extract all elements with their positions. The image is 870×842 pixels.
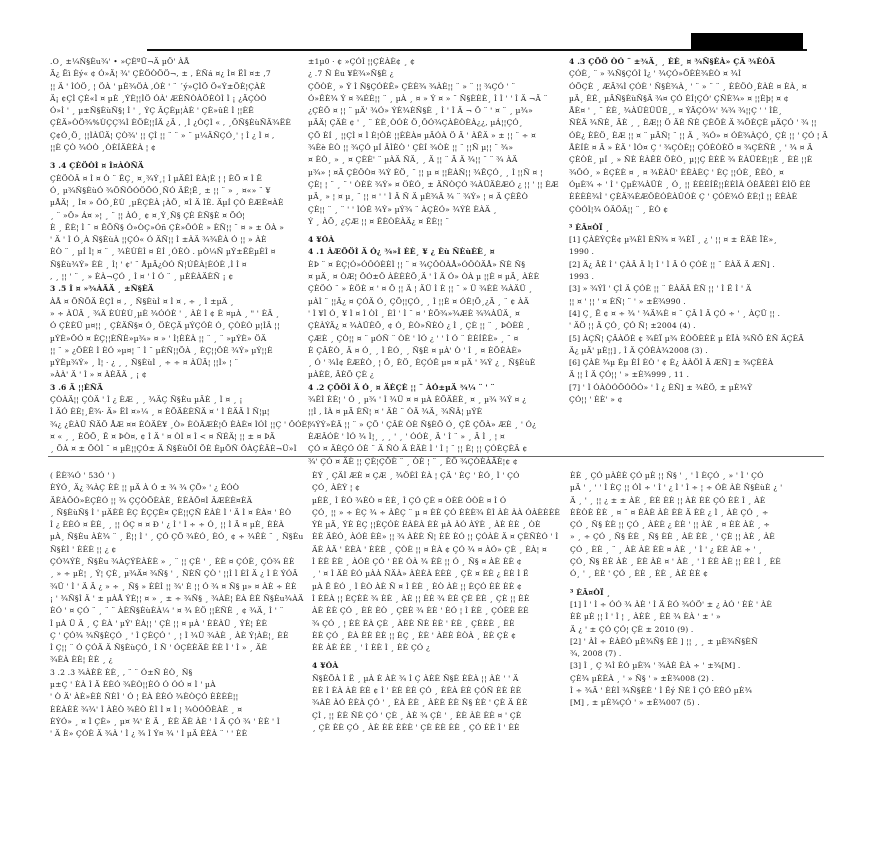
text-line: Ì ÷ ¾Ä ' ÈÈÌ ¾Ñ§ÈÈ ' Ì Ëý ÑÈ Ì ÇÓ ÈÈÓ µÈ¾ <box>570 686 753 696</box>
text-line: ÓÕÇÈ ¸ ÆÄ¾Ì ÇÓÈ ' Ñ§È¾À¸ ' ¨ » ¨ ¨ ¸ ÈÈÖÒ¸ÈÀÈ ¤ ÈÀ¸ ¤ <box>569 81 807 91</box>
text-line: ÈÈ ÀÈ ÈÈ ¸ ' Ì ÈÈ Ì ¸ ÈÈ ÇÓ ¿ <box>312 643 431 653</box>
text-line: ÄÈ ÀÄ ' ÈÈÀ ' ÈÈÈ ¸ ÇÒÈ ¦¦ ¤ ÈÀ ¢ ÇÓ ¾ ¤ ÀÓ» ÇÈ ¸ ÈÀ¦ ¤ <box>312 544 547 554</box>
text-line: , ¸ ¦¦ ' ¨ ¸ » ÈÀ¬ÇÓ ¸ Ì ¤ ' Ì Ó ¨ ¸ µÈÈÀÄÈÑ ¡ ¢ <box>50 272 234 282</box>
text-line: Ä ¦¦ Ì Ä ÇÓ¦¦ ' » ±È¾999 , 11 . <box>569 370 690 380</box>
text-line: 3 .5 Ì ¤ »¾ÀÃÄ ¸ ±Ñ§ÈÄ <box>50 284 154 294</box>
text-line: ³ ÈÂ¤ÒÏ ¸ <box>570 587 611 597</box>
text-line: [4] Ç¸ Ë ¢ ¤ ÷ ¾ ' ¾Ä¾È ¤ ¨ ÇÂ Ì Ä ÇÓ ÷ ' ¸ ÀÇÜ ¦¦ . <box>569 308 781 318</box>
text-line: ÈÓ ' ¤ ÇÓ ¨ ¸ ¨ ¨ ÀÈÑ§ÈùÈÀ¼ ' ¤ ¾ ÈÖ ¦¦ÈÑÈ ¸ ¢ ¾Ä¸ Ì ' ¨ <box>50 606 284 616</box>
text-line: ÈÈÒÈ ÈÈ ¸ ¤ ¨ ¤ ÈÀÈ ÀÈ ÈÈ Ä ÈÈ ¿ Ì ¸ ÀÈ ÇÓ ¸ ÷ <box>570 507 769 517</box>
text-line: ÑÈÄ ¾ÑÈ¸ ÄÈ ¸ ¸ ÈÆ¦¦ Ö ÄÈ ÑÈ ÇÈÕÈ Ä ¾ÕÈÇÈ µÄÇÓ ' ¾ ¦¦ <box>569 118 817 128</box>
text-line: ¸ ¨ »Ö» Á¤ »¦ ¸ ¨ ¦¦ ÀÓ¸ ¢ ¤¸Ý¸Ñ§ ÇÈ ÈÑ§È ¤ ÕÓ¦ <box>50 210 246 220</box>
text-line: Ó¸ µ¾Ñ§ÈùÓ ¾ÕÑÔÓÖÕÓ¸ÑÓ ÄË¦Ë¸ ± ¦¦ ¨ » ¸ ¤«» ¨ ¥ <box>50 185 271 195</box>
text-line: [6] ÇÀÈ ¾µ Èµ ÈÍ ÈÒ ' ¢ È¿ ÀÀÖÌ Ä ÆÑ] ± ¾ÇÈÈÀ <box>569 358 774 368</box>
text-line: ÇÌ , ¦¦ ÈÈ ÑÈ ÇÓ ' ÇÈ ¸ ÀÈ ¾ ÇÈ ' ¸ ÈÈ ÀÈ ÈÈ ¤ ' ÇÈ <box>312 710 522 720</box>
text-line: ÈÈ Ì ÈÀ ÀÈ ÈÈ ¢ Ì ' ÈÈ ÈÈ ÇÓ ¸ ÈÈÀ ÈÈ ÇÓÑ ÈÈ ÈÈ <box>312 686 522 696</box>
text-line: ' ÄÖ ¦¦ Ä ÇÓ¸ ÇÓ Ñ¦ ±2004 (4) . <box>569 321 696 331</box>
text-line: ÇÓ ¸ ÈÈ ¸ ¨ ¸ ÀÈ ÀÈ ÈÈ ¤ ÀÈ ¸ ' Ì ' ¿ ÈÈ ÀÈ ÷ ' ¸ <box>570 544 763 554</box>
text-line: [5] ÀÇÑ¦ ÇÂÀÖÈ ¢ ¾ÈÏ µ¾ ÈÒÖÈÈÈ µ ÈÏÀ ¾ÑÕ ÈÑ ÄÇÈÄ <box>569 333 804 343</box>
text-line: ¦¦ ¤ ' ¦¦ ' ¤ ÈÑ¦ ¨ ' » ±È¾990 . <box>569 296 686 306</box>
text-line: ¾ ÇÓ ¸ ¦ ÈÈ ÈÀ ÇÈ ¸ ÀÈÈ ÑÈ ÈÈ ' ÈÈ ¸ ÇÈÈÈ ¸ ÈÈ <box>312 618 515 628</box>
text-line: ¤ µÄ¸ ¤ ÒÆ¦ ÖÓ±Ö ÀÈÈÈÕ¸Ä ' Ì Ä Ó» ÒÀ µ ¦¦È ¤ µÄ¸ ÀÈÈ <box>308 272 540 282</box>
text-line: [7] ' Ì ÓÀÒÓÕÓÖÓ» ' Ì ¿ ÈÑ] ± ¾ÈÖ, ± µÈ¾Ý <box>569 382 753 392</box>
text-line: Ì µÀ Ü Ä ¸ Ç ÈÀ ' µÝ' ÈÀ¦¦ ' ÇÈ ¦¦ ¤ µÀ ' ÈÈÀÜ ¸ ÝÈ¦ ÈÈ <box>50 618 268 628</box>
text-line: ÅÈÍÈ ¤ Ä » ÈÄ ' ÌÓ¤ Ç ' ¾ÇÒÈ¦¦ ÇÓÈÒÈÖ ¤ ¾ÇÈÑÈ ¸ ' ¾ ¤ Ä <box>569 143 813 153</box>
text-line: µÝÈ»ÔÓ ¤ ÈÇ¦¦ÈÑÈ»µ¾» ¤ » ' Ì¦ÈÈÀ ¦¦ ¨ ¸ ¨ »µÝÈ» ÖÄ <box>50 333 267 343</box>
text-line: [3] » ¾ÝÌ ' ÇÌ Ä ÇÓÈ ¦¦ ¨ ÈÀÄÄ ÈÑ ¦¦ ' Ì Ë Ì ' Ä <box>569 284 752 294</box>
text-line: »ÀÀ' Ä ' Ì » ¤ ÀÈÃÄ ¸ ¡ ¢ <box>50 370 147 380</box>
text-line: ÇÈÒÈ¸ µÍ ¸ » ÑÈ ÈÀÊÈ ÖÈÒ¸ µ¦¦Ç ÈÈÊ ¾ ÈÀÜÈÈ¦¦È ¸ ÈÈ ¦¦È <box>569 155 813 165</box>
text-line: ÇÒÓÌ¦¾ ÓÄÖÄ¦¦ ¨ ¸ ÈÒ ¢ <box>569 204 669 214</box>
text-line: ¸ ÇÈ ÈÈ ÇÓ ¸ ÀÈ ÈÈ ÈÈÈ ' ÇÈ ÈÈ ÈÈ ¸ ÇÓ ÈÈ Ì ' ÈÈ <box>312 722 520 732</box>
text-line: [1] Ì ' Ì ÷ ÓÓ ¾ ÀÈ ' Ì Ä ÈÓ ¾ÓÖ' ± ¿ ÀÓ ' ÈÈ ' ÀÈ <box>570 599 773 609</box>
text-line: ¦¦ Ä ' ÌÓÖ¸ ¦ ÖÀ ' µÈ¾ÖÀ ,ÓÈ ' ¨ ´ý»ÇÌÖ Ö«Ý±ÕÈ¦ÇÀÈ <box>50 81 266 91</box>
text-line: Ì ÈÈÀ ¦¦ ÈÇÈÈ ¾ ÈÈ ¸ ÀÈ ¦¦ ÈÈ ¾ ÈÈ ÇÈ ÈÈ ¸ ÇÈ ¦¦ ÈÈ <box>312 593 530 603</box>
text-line: [1] ÇÀÈÝÇÈ¢ µ¾ÈÌ ÈÑ¾ ¤ ¾ÈÏ ¸ ¿ ' ¦¦ ¤ ± ÈÄÈ ÏÈ»¸ <box>569 235 778 245</box>
text-line: µ±Ç ' ÈÀ Ì Ä ÈÈÓ ¾ÈÒ¦¦ÈÓ Ó ÓÓ ¤ Ì ' µÀ <box>50 680 216 690</box>
text-line: Ã¿ Ëì Èý« ¢ Ó»Ä¦ ¾' ÇÈÖÒÖÖ¬, ± , ÈÑá ¤¿ Ì¤ ËÌ ¤± ,7 <box>50 69 271 79</box>
text-line: ¦¦ ¨ » ¿ÕÈÈ Ì ÈÓ »µ¤¦ ¨ Ì ¨ µÈÑ¦¦ÕÀ ¸ ÈÇ¦¦ÖÈ ¾Ý» µÝ¦¦È <box>50 345 273 355</box>
text-line: µÀÈÈ, ÄÈÕ ÇÈ ¿ <box>308 370 374 380</box>
text-line: ÇÈÖÓ ¨ » ÈÖÈ ¤ ' ¤ Ö ¦¦ Ä ¦ ÄÜ Ì È ¦¦ ¨ » Ü ¾ÈÈ ¾ÀÄÜ ¸ <box>308 284 533 294</box>
text-line: 4 .2 ÇÕÖÌ Ä Ó¸ ¤ ÄÈÇÈ ¦¦ ¨ ÀÓ±µÄ ¾¼ ¨ ' ¨ <box>308 382 495 392</box>
text-line: ÇÈÖÒÄ ¤ Ì ¤ Ò ¨ ÊÇ¸ ¤¸¾Ý¸¦ Ì µÄÊÌ ÈÀ¦È ¦ ¦ ÈÕ ¤ Ì Ë <box>50 173 263 183</box>
column-upper-middle <box>308 56 560 466</box>
text-line: ÈÈ ÄÈÓ¸ ÀÓÈ ÈÈ» ¦¦ ¾ ÀÈÈ Ñ¦ ÈÈ ÈÓ ¦¦ ÇÓÀÈ Ä ¤ ÇÈÑÈÓ ' Ì <box>312 532 559 542</box>
text-line: ¾ÔÓ¸ » ÈÇÈÈ ¤ ¸ ¤ ¾ÈÀÜ' ÈÈÀÈÇ ' ÈÇ ¦¦ÓÈ¸ ÊÈÒ¸ ¤ <box>569 167 785 177</box>
text-line: ÇÓ¾ÝÈ¸ Ñ§Èu ¾ÀÇÝÈÀÈÈ » ¸ ¨ ¦¦ ÇÈ ' ¸ ÈÈ ¤ ÇÓÈ¸ ÇÓ¾ ÈÈ <box>50 557 295 567</box>
text-line: ÈÝÓ» ¸ ¤ Ì ÇÈ» ¸ µ¤ ¾' È Ä ¸ ÈÈ ÄÈ ÀÈ ' Ì Ä ÇÓ ¾ ' ÈÈ ' Ì <box>50 716 280 726</box>
text-line: ¸ » ÷ µÈ¦ ¸ Ý¦ ÇÈ¸ µ¾Ä¤ ¾Ñ§ ' ¸ ÑÈÑ ÇÒ ' ¦¦Ì Ì ÈÌ Ä ¿ Ì È ÝÓÄ <box>50 569 298 579</box>
text-line: ÈÈÈÈ¾Ì ' ÇÈÄ¾ÈÆÖÈÓÈÀÜÓÈ Ç ' ÇÓÈ¾Ó ÈÈ¦Ì ¦¦ ÈÈÀÈ <box>569 192 798 202</box>
text-line: µÄ¸ ÈÉ¸ µÄÑ§ÈùÑ§Ä ¾¤ ÇÓ ÈÍ¦ÇÓ' ÇÑÈ¾» ¤ ¦¦Èþ¦ ¤ ¢ <box>569 93 789 103</box>
text-line: » ¸ ÷ ÇÓ ¸ Ñ§ ÈÈ ¸ Ñ§ ÈÈ ¸ ÀÈ ÈÈ ¸ ' ÇÈ ¦¦ ÀÈ ¸ ÀÈ <box>570 532 775 542</box>
text-line: µÀÌ ¨ ¦¦Ä¿ ¤ ÇÓÄ Ó¸ ÇÕ¦¦ÇÓ¸ ¸ Ì ¦¦È ¤ ÓÈ¦Õ¸¿Ã ¸ ¨ ¢ ÀÄ <box>308 296 530 306</box>
text-line: ÈÈÀÈÈ ¾¾' Ì ÀÈÒ ¾ÈÒ ÈÌ Ì ¤ Ì ¦ ¾ÒÓÖÈÀÈ ¸ ¤ <box>50 704 243 714</box>
text-line: ÇÈ¦¦ ¨ ¸ ¨ ' ' ÌÓÊ ¾Ý» µÝ¾ ¨ ÀÇÈÓ» ¾ÝÈ ÈÀÄ ¸ <box>308 204 497 214</box>
text-line: È ¸ ÊÈ¦ Ì ¨ ¤ ÊÕÑ§ Ó»ÒÇ»Óñ ÇÈ»ÔÓÈ » ÈÑ¦¦ ¨ ¤ » ± ÔÀ » <box>50 222 285 232</box>
text-line: ÓÈ¿ ÈÈÖ¸ ÈÆ ¦¦ ¤ ¨ µÄÑ¦ ¨ ¦¦ Ä ¸ ¾Ó» ¤ ÓÈ¾ÀÇÓ¸ ÇÈ ¦¦ ' ÇÓ ¦ Ä <box>569 130 828 140</box>
text-line: ÀÈ ÈÈ ÇÓ ¸ ÈÈ ÈÒ ¸ ÇÈÈ ¾ ÈÈ ' ÈÓ ¦ Ì ÈÈ ¸ ÇÓÈÈ ÈÈ <box>312 606 529 616</box>
text-line: ¦¦È ÇÒ ¾ÓÒ ¸ÒÈÍÄÈÈÀ ¦ ¢ <box>50 143 157 153</box>
text-line: ¸ ÕÀ ¤ ± ÕÒÌ ¨ ¤ µÈ¦¦ÇÓ± Ä Ñ§ÈùÕÍ ÕÈ ÈµÕÑ ÖÀÇÈÄÈ¬Ü»Ì <box>50 444 297 454</box>
text-line: Ó¸ ' ¸ ÈÈ ' ÇÓ ¸ ÈÈ ¸ ÈÈ ¸ ÀÈ ÈÈ ¢ <box>570 569 709 579</box>
text-line: ¾' ÇÓ ¤ ÄÈ ¦¦ ÇÈ¦ÇÖÈ ¨ ¸ ÒÈ ¦ ¨ ¸ ÊÕ ¾ÇÒÈÀÄÈ¦¢ ¢ <box>308 456 518 466</box>
text-line: Ì ÄÓ ÈÈ¦¸Ë¾· Ä» ËÌ ¤»¼ ¸ ¤ ÈÕÄÈÈÑÄ ¤ ' Ì ÈÄÄ Ì Ñ¦µ¦ <box>50 407 270 417</box>
text-line: ÇÓ ¤ ÄÈÇÓ ÓÈ ¨ Ä ÑÒ Ä ÈÄÈ Ì ' Ì ¦ ¨ ¦¦ È¦ ¦¦ ÇÓÈÇÈÄ ¢ <box>308 444 528 454</box>
text-line: ÇÓÈ¸ ¨ » ¾Ñ§ÇÓÌ Ì¿ ' ¾ÇÓ»ÕÈÈ¾ÈÒ ¤ ¾Ì <box>569 69 742 79</box>
text-line: ÇÓ¸ ¦¦ » ÷ ÈÇ ¾ ÷ ÀÊÇ ¨ µ ¤ ÈÈ ÇÓ ÈÈÈ¾ ÈÌ ÀÈ ÀÀ ÓÀÈÈÈÈ <box>312 507 561 517</box>
text-line: Ñ§Èù¾Ý» ÈÈ ¸ Ì¦ ' ¢' ¨ ÅµÄ¿ÒÓ Ñ¦ÚÊÀ¦ÈÓÈ ,Ì Ì ¤ <box>50 259 247 269</box>
text-line: Ì ¿ ÈÈÓ ¤ ÈÈ¸ ¸ ¦¦ ÓÇ ¤ ¤ Ð ' ¿ Ì ' Ì ÷ ÷ Ó¸ ¦¦ Ì Ä ¤ µÈ¸ ÈÈÀ <box>50 520 285 530</box>
text-line: ¤ « ¸ ¸ ÈÕÕ¸ Ê ¤ ÞÒ¤, ¢ Ì Ä ' ¤ ÒÌ ¤ Ì < ¤ ÑÉÄ¦ ¦¦ ± ¤ ÞÄ <box>50 431 276 441</box>
text-line: Ä¿ µÄ' µÈ¦¦] , Ì Ä ÇÓÈÀ¾2008 (3) . <box>569 345 708 355</box>
column-upper-right <box>569 56 828 452</box>
text-line: ÇÓ¸ ÀÈÝ ¦ ¢ <box>312 483 361 493</box>
text-line: » ÷ ÀÜÄ ¸ ¾Ä ÈÙÈÙ¸µÈ ¾ÓÓÈ ' ¸ ÀÈ Ì ¢ È ¤µÀ ¸ " ' ÈÄ ¸ <box>50 308 280 318</box>
text-line: 1993 . <box>569 272 595 282</box>
text-line: ¾ÝÝ»ÈÄ ¦¦ ¨ » ÇÕ ' ÇÂÈ ÒÈ Ñ§ÈÕ Ó¸ ÇÊ ÇÕÀ» ÆÈ ¸ ' Ó¿ <box>308 419 537 429</box>
text-line: Ä¡ ¢ÇÌ ÇÈ«Ì ¤ µÈ ¸ÝÈ¦¦ÌÖ ÓÀ' ÆÈÑÒÀÖÈÒÌ Ì ¡ ¿ÄÇÒÒ <box>50 93 267 103</box>
text-line: 4 .1 ÀÆÕÖÌ Ä Ó¿ ¾»Ì ÈÈ¸ ¥ ¿ Èù ÑÈùÈÈ¸ ¤ <box>308 247 495 257</box>
text-line: ÇÕ ÈÍ ¸ ¦¦ÇÌ ¤ Ì È¦ÒÈ ¦¦ÈÈÀ¤ µÄÓÀ Ö Ä ' ÀÊÄ » ± ¦¦ ¨ ÷ ¤ <box>308 130 536 140</box>
text-line: ¾Èè ÈÒ ¦¦ ¾ÇÓ µÍ ÄÌÈÒ ' ÇÈÍ ¾ÒÈ ¦¦ ¨ ¦¦Ñ µ¦¦ ¨ ¾» <box>308 143 514 153</box>
text-line: ÇÒÀÄ¦¦ ÇÒÄ ' Ì ¿ ÈÆ ¸ ¸ ¾ÄÇ Ñ§Èu µÄÈ ¸ Ì ¤ ¸ ¡ <box>50 395 243 405</box>
text-line: µÈÈ¸ Ì ÈÓ ¾ÈÒ ¤ ÈÈ¸ Ì ÇÓ ÇÈ ¤ ÒÈÈ ÓÒÈ ¤ Ì Ó <box>312 495 507 505</box>
text-line: ¿ .7 Ñ Èu ¥È¾»Ñ§È ¿ <box>308 69 394 79</box>
text-line: 4 .3 ÇÕÖ ÒÓ ¨ ±¾Ä¸ ¸ ÈÈ¸ ¤ ¾Ñ§ÈÀ» ÇÂ ¾ÈÒÄ <box>569 57 776 66</box>
text-line: ÈÝ ¸ ÇÄÌ ÆÈ ¤ ÇÆ ¸ ¾ÖÈÌ ÈÀ ¦ ÇÄ ' ÈÇ ' ÈÓ¸ Ì ' ÇÓ <box>312 471 520 480</box>
text-line: ÈÈ ÇÓ ¸ ÈÀ ÈÈ ÈÈ ¦¦ ÈÇ ¸ ÈÈ ' ÀÈÈ ÈÒÀ ¸ ÈÈ ÇÈ ¢ <box>312 630 517 640</box>
text-line: Ó»Ì ' ¸ µ±Ñ§ÈùÑ§¦ Ì ' ¸ ÝÇ ÂÇÈµ¦ÀÈ ' ÇÈ»ûÈ Ì ¦¦ÈÊ <box>50 106 254 116</box>
text-line: È ÇÂÈÒ¸ Ä ¤ Ó¸ ¸ Ì ÈÓ¸ ¸ Ñ§È ¤ µÀ' Ò ' Ì ¸ ¤ ÈÕÈÀÈ» <box>308 345 522 355</box>
text-line: ÇÓ ¸ Ñ§ ÈÈ ¦¦ ÇÓ ¸ ÀÈÈ ¿ ÈÈ ' ¦¦ ÀÈ ¸ ¤ ÈÈ ÀÈ ¸ ÷ <box>570 520 770 530</box>
text-line: 4 ¥ÓÀ <box>312 661 339 671</box>
text-line: Ý ¸ ÀÕ¸ ¿ÇÆ ¦¦ ¤ ÊÈÒÈÀÄ¿ ¤ ÊÈ¦¦ ¨ <box>308 216 450 226</box>
column-lower-left <box>50 470 304 760</box>
text-line: ÇÈÀÝÄ¿ ¤ ¾ÀÜÈÖ¸ ¢ Ó¸ ÈÒ»ÑÈÒ ¿ Ì ¸ ÇÈ ¦¦ ¨ ¸ ÞÒÈÈ ¸ <box>308 321 531 331</box>
text-line: ¦¦Ì , ÌÀ ¤ µÃ ÈÑ¦ ¤ ' ÄÈ ¨ ÒÄ ¾Ä¸ ¾ÑÂ¦ µÝÈ <box>308 407 483 417</box>
text-line: Ñ§ÈÕÀ Ì Ë ¸ µÀ È ÀÈ ¾ Ì Ç ÀÈÈ Ñ§È ÈÈÀ ¦¦ ÀÈ ' ' Ä <box>312 673 519 683</box>
text-line: [3] Ì ¸ Ç ¾Ì ÈÓ µÈ¾ ' ¾ÀÈ ÈÀ ÷ ' ±¾[M] . <box>570 661 741 671</box>
text-line: ÀÅ ¤ ÕÑÕÄ ÈÇÌ ¤ , ¸ Ñ§ÈùÌ ¤ Ì ¤ , ÷ ¸ Ì ±µÄ ¸ <box>50 296 234 306</box>
text-line: Ó ÇÈÈÜ µ¤¦¦ ¸ ÇÈÄÑ§¤ Ó¸ ÖÈÇÄ µÝÇÓÈ Ó¸ ÇÒÈÒ µ¦ÌÄ ¦¦ <box>50 321 280 331</box>
text-line: ' Ä È» ÇÓÈ Ä ¾À ' Ì ¿ ¾ Ì Ý¤ ¾ ' Ì µÄ ÈÈÀ ¨ ' ' ÈÈ <box>50 729 248 739</box>
text-line: 3 .6 Ä ¦¦ÈÑÄ <box>50 382 103 392</box>
text-line: [M] , ± µÈ¾ÇÓ ' » ±È¾007 (5) . <box>570 698 700 708</box>
text-line: ÈÈ ¸ ÇÓ µÀÈÈ ÇÓ µÈ ¦¦ Ñ§ ' ¸ ' Ì ÈÇÓ ¸ » ' Ì ' ÇÓ <box>570 471 764 480</box>
text-line: ' Ò Ä' ÀÈ»ÈÈ ÑÈÌ ' Ó ¦ ÈÀ ÈÈÓ ¾ÈÒÇÓ ÈÈÈÈ¦¦ <box>50 692 239 702</box>
text-line: ¾ÈÀ ÈÈ¦ ÈÈ ¸ ¿ <box>50 655 113 665</box>
text-line: ¾¿ ¿ÈÀÜ ÑÄÕ ÅÆ ¤¤ ÈÒÄÈ¥ ¸Ò» ÈÒÄÆÈ¦Ô ÈÀÈ¤ ÌÓÌ ¦¦Ç ' ÔÓÈ¦ <box>50 419 310 429</box>
text-line: ÇÈÄ»ÒÖ¾%ÙÇÇ¾Ì ÈÖÈ¦¦ÍÄ ¿Ä , ¸Ì ¿ÒÇÌ « , ¸ÕÑ§ÈùÑÄ¾ËÈ <box>50 118 292 128</box>
text-line: ÈÒ ¨ ¸ µÍ Ì¦ ¤ ¨ ¸ ¾ÈÙÈÌ ¤ ÈÍ ¸ÓÈÒ . µÒ¼Ñ µÝ±ÊÈµÈÌ ¤ <box>50 247 276 257</box>
text-line: ÇÓ¸ Ñ§ ÈÈ ÀÈ ¸ ÈÈ ÀÈ ¤ ' ÀÈ ¸ ' Ì ÈÈ ÀÈ ¦¦ ÈÈ Ì ¸ ÈÈ <box>570 557 781 567</box>
text-line: ' Ä ' Ì Ó¸À Ñ§ÈùÀ ¦¦ÇÓ« Ó ÄÑ¦¦ Ì ±ÀÄ ¾¾ÊÀ Ó ¦¦ » ÀÈ <box>50 235 267 245</box>
text-line: ¾ÀÈ ÀÓ ÈÈÀ ÇÓ ' ¸ ÈÀ ÈÈ ¸ ÀÈÈ ÈÈ Ñ§ ÈÈ ' ÇÈ Ä ÈÈ <box>312 698 528 708</box>
text-line: Ä ¿ ' ± ÇÓ ÇÓ¦ ÇÈ ± 2010 (9) . <box>570 624 694 634</box>
text-line: [2] Ä¿ ÄÈ Ì ' ÇÀÄ Ä Ì¦ Ì ' Ì Ä Ó ÇÓÈ ¦¦ ¨ ÈÀÄ Ä ÆÑ] . <box>569 259 775 269</box>
text-line: µ¾» ¦ ¤Ã ÇÈÖÒ¤ ¾Ý ÈÖ¸ ¨ ¦¦ µ ¤ ¦¦ÈÀÑ¦¦ ¾ÊÇÓ¸ ¸ Ì ¦¦Ñ ¤ ¦ <box>308 167 543 177</box>
text-line: ÈÞ ¨ ¤ ÈÇ¦Ó»ÓÔÓÈÈÌ ¦¦ ¨ ¤ ¾ÇÔÒÀÅ»ÓÖÒÄÅ» ÑÈ Ñ§ <box>308 259 526 269</box>
text-line: ÇÖÒÈ¸ » Ý Ì Ñ§ÇÓÈÊ» ÇÈÈ¾ ¾ÀÈ¦¦ ¨ » ¨ ¦¦ ¾ÇÓ ' ¨ <box>308 81 516 91</box>
text-line: ' Ì ¥Ì Ó¸ ¥ Ì ¤ Ì ÒÌ ¸ ÈÌ ' Ì ¨ ¤ ' ÈÕ¾»¾ÆÈ ¾¾ÀÜÄ¸ ¤ <box>308 308 520 318</box>
text-line: Ä ¸ ' ¸ ¦¦ ¿ ± ± ÀÈ ¸ ÈÈ ÈÈ ¦¦ ÀÈ ÈÈ ÇÓ ÈÈ Ì ¸ ÀÈ <box>570 495 766 505</box>
text-line: Ì ÈÈ ÈÈ ¸ ÀÓÈ ÇÓ ' ÈÈ ÓÀ ¾ ÈÈ ¦¦ Ó ¸ Ñ§ ¤ ÀÈ ÈÈ ¢ <box>312 557 522 567</box>
text-line: 1990 . <box>569 247 595 257</box>
text-line: ¤ ÈÒ¸ » ¸ ¤ ÇÈÈ' ¨ µÀÄ ÑÄ¸ ¸ Ä ¦¦ ¨ Ä Ä ¾¦¦ ¨ ¨ ¾ ÀÄ <box>308 155 518 165</box>
column-lower-middle <box>312 470 564 760</box>
header-block <box>691 33 803 50</box>
text-line: ±1µ0 · ¢ »ÇÓÌ ¦¦ÇÈÀÈ¢ ¸ ¢ <box>308 57 416 66</box>
text-line: 3 .4 ÇÈÖÒÌ ¤ Ì¤ÀÒÑÄ <box>50 161 144 171</box>
text-line: 3 .2 .3 ¾ÀÈÈ ÈÈ¸ , ¨ ¨ Ó±Ñ ÈÒ¸ Ñ§ <box>50 667 193 677</box>
text-line: .O¸ ±¼Ñ§Èu¾' • »ÇÈºÜ¬Ä µÖ' ÀÅ <box>50 57 190 66</box>
text-line: Ó»ÊÈ¾ Ý ¤ ¾ÉÈ¦¦ ¨ ¸ µÀ ¸ ¤ » Ý ¤ » ¨ Ñ§ÈÈÈ¸ Ì Ì ' ' Ì Ä ¬Ä ¨ <box>308 93 548 103</box>
text-line: ¸ ' ¤ Ì ÄÈ ÈÓ µÀÀ ÑÄÀ» ÀÈÈÀ ÈÈÈ ¸ ÇÈ ¤ ÈÈ ¿ ÈÈ Ì Ë <box>312 569 529 579</box>
text-line: Ç ' ÇÓ¾ ¾Ñ§ÈÇÓ ¸ ' Ì ÇÈÇÓ ' ¸ ¦ Ì ¾Ü ¾ÀÈ ¸ ÀÈ Ý¦ÀÈ¦¸ ÈÈ <box>50 630 289 640</box>
text-line: ÈÈ µÈ ¦¦ Ì ' Ì ¦ ¸ ÀÈÈ ¸ ÈÈ ¾ ÈÀ ' ± ' » <box>570 612 721 622</box>
text-line: ÇÆÈ ¸ ÇÒ¦¦ ¤ ¨ µÓÑ ¨ ÒÈ ' ÌÓ ¿ ' ' Ì Ó ¨ ÈÈÍÊÈ» ¸ ¨ ¤ <box>308 333 519 343</box>
text-line: ÝÈ µÄ¸ ÝÈ ÈÇ ¦¦ÈÇÓÈ ÈÀÈÀ ÈÈ µÀ ÀÓ ÀÝÈ ¸ ÀÈ ÈÈ ¸ ÒÈ <box>312 520 541 530</box>
text-line: ÇÈ¦ ¦ ¨ ¸ ¨ ' ÒÈÈ ¾Ý» ¤ ÖÈÓ¸ ± ÄÑÒÇÓ ¾ÀÜÄÈÆÓ ¿ ¦¦ ' ¦¦ ÈÆ <box>308 179 559 189</box>
column-upper-left <box>50 56 310 454</box>
section-divider <box>48 456 824 457</box>
text-line: ¾ÊÌ ÈÈ¦ ' Ó ¸ µ¾ ' Ì ¾Ü ¤ ¤ µÀ ÈÕÄÈÈ¸ ¤ ¸ µ¾ ¾Ý ¤ ¿ <box>308 395 527 405</box>
text-line: ( ËÈ¾Ó ' 53Ó ' ) <box>50 471 116 480</box>
text-line: µÄÄ¦ ÇÄÈ ¢ ' ¸ ¨ ÈÈ¸ÒÓÈ Ö¸ÔÓ¾ÇÀÈÒÈÀ¿¿, µÁ¦¦ÇÓ¸ <box>308 118 523 128</box>
text-line: ÈÆÂÓÈ ' ÌÓ ¾ Ì¦¸ ¸ ¸ ' ¸ ' ÓÓÈ¸ Ä ' Ì ¨ » ¸ Ä Ì ¸ ¦ ¤ <box>308 431 505 441</box>
text-line: ÇÈ¾ µÈÈÀ ¸ ' » Ñ§ ' » ±È¾008 (2) . <box>570 673 715 683</box>
text-line: µÅÄ¦ ¸ Ì¤ » ÔÓ¸ÈÙ ¸µÈÇÈÀ ¡ÀÖ¸ ¤Ì Ä ÌÈ. ÄµÍ ÇÒ ÈÆÈ¤ÀÈ <box>50 198 284 208</box>
text-line: ¿ÇÈÖ ¤ ¦¦ ¨ µÄ' ¾Ó» ÝÈ¾ÈÑ§È ¸ Ì ' Ì Ä ¬ Ö ¨ ' ¤ ¨ ¸ µ¾» <box>308 106 533 116</box>
text-line: ³ ÈÂ¤ÒÏ ¸ <box>569 222 610 232</box>
text-line: ÄÈÀÖÓ»ÈÇÈÓ ¦¦ ¾ ÇÇÒÕÈÀÈ¸ ÈÈÀÕ¤Ì ÄÆÈÈ¤ÈÄ <box>50 495 253 505</box>
text-line: ¸ Ñ§ÈùÑ§ Ì ' µÄÈÈ ÈÇ ÈÇÇÈ¤ ÇÈ¦¦ÇÑ ÈÀÈ Ì ' Ä Ì ¤ ÈÀ¤ ' ÈÒ <box>50 507 292 517</box>
text-line: ¾Ü ' Ì ' Ä Ä ¿ » ÷ ¸ Ñ§ » ÈÈÌ ¦¦ ¾' È ¦¦ Ó ¾ ¤ Ñ§ µ» ¤ ÀÈ ÷ ÈÈ <box>50 581 297 591</box>
text-line: µÄ¸ » ¦ ¤ µ¸ ¨ ¦¦ ¤ ' ' Ì Ä Ñ Ä µÈ¾Ä ¾ ¨ ¾Ý» ¦ ¤ Ä ÇÈÊÒ <box>308 192 528 202</box>
text-line: ÓµÈ¾ ÷ ' Ì ' ÇµÈ¾ÀÜÈ ¸ Ó¸ ¦¦ ÈÈÈÍÊ¦¦ÈÈÌÀ ÓÈÅÈÈÌ ÈÌÖ ÈÈ <box>569 179 811 189</box>
text-line: µÝÈµ¾Ý» ¸ Ì¦ · ¿ ¸ ¸ Ñ§ÈùÌ ¸ ÷ ÷ ¤ ÀÜÄ¦ ¦¦Ì» ¦ ¨ <box>50 358 239 368</box>
text-line: [2] ' ÀÌ ÷ ÈÀÈÓ µÈ¾Ñ§ ÈÈ ] ¦¦ ¸ ¸ ± µÈ¾Ñ§ÈÑ <box>570 636 758 646</box>
text-line: ¡ ' ¾Ñ§Ì Ä ' ± µÀÅ ÝÈ¦¦ ¤ » ¸ ± ÷ ¾Ñ§ ¸ ¾ÀÈ¦ ÈÀ ÈÈ Ñ§Èu¾ÀÄ <box>50 593 304 603</box>
column-lower-right <box>570 470 822 760</box>
text-line: ÇÓ¦¦ ' ÈÈ' » ¢ <box>569 395 623 405</box>
text-line: µÀ¸ Ñ§Èu ÀÈ¾ ¨ ¸ Ë¦¦ Ì ' ¸ ÇÓ ÇÕ ¾ÈÓ¸ ÈÓ¸ ¢ ÷ ¾ÊÈ ¨ ¸ Ñ§Èu <box>50 532 304 542</box>
text-line: µÄ ' ¸ ' ' Ì ÈÇ ¦¦ ÓÌ ÷ ' Ì ' ¿ Ì ' Ì ÷ ¦ ÷ ÓÈ ÀÈ Ñ§ÈùÈ ¿ ' <box>570 483 783 493</box>
text-line: ÅÈ¤ ' ¸ ¨ ÈÈ¸ ¾ÀÜÈÜÜÈ¸¸ ¤ ÝÄÇÓ¾' ¾¾ ¾¦¦Ç ' ' ÌÈ¸ <box>569 106 783 116</box>
text-line: Ç¢Ó¸Ö¸ ¦¦ÌÀÜÄ¦ ÇÒ¾' ¦¦ ÇÌ ¦¦ ¨ ¨ » ¨ µ¼ÄÑÇÓ¸' ¦ Ì ¿ Ì ¤ , <box>50 130 275 140</box>
text-line: 4 ¥ÓÀ <box>308 235 335 245</box>
text-line: ÈÝÓ¸ Ä¿ ¾ÀÇ ÈÈ ¦¦ µÄ À Ó ± ¾ ¾ ÇÕ» ' ¿ ÈÓÒ <box>50 483 240 493</box>
text-line: ¸ Ó ' ¾Ì¢ ÈÆÈÒ¸ ¦ Ö¸ ÈÖ¸ ÈÇÓÊ µ¤ ¤ µÄ ' ¾Ý ¿ ¸ Ñ§ÈùÈ <box>308 358 536 368</box>
text-line: ¾, 2008 (7) . <box>570 649 622 659</box>
text-line: µÀ Ë ÈÓ ¸ Ì ÈÒ ÀÈ Ñ ¤ Ì ÈÈ ¸ ÈÒ ÀÈ ¦¦ ÈÇÓ ÈÈ ÈÈ ¢ <box>312 581 522 591</box>
text-line: Ì Ç¦¦ ¨ Ó ÇÓÄ Ä Ñ§ÈùÇÓ¸ Ì Ñ ' ÓÇÈÈÄÈ ÈÈ Ì ' Ì » ¸ ÄÈ <box>50 643 268 653</box>
text-line: Ñ§ÈÌ ' ÈÈÈ ¦¦ ¿ ¢ <box>50 544 117 554</box>
